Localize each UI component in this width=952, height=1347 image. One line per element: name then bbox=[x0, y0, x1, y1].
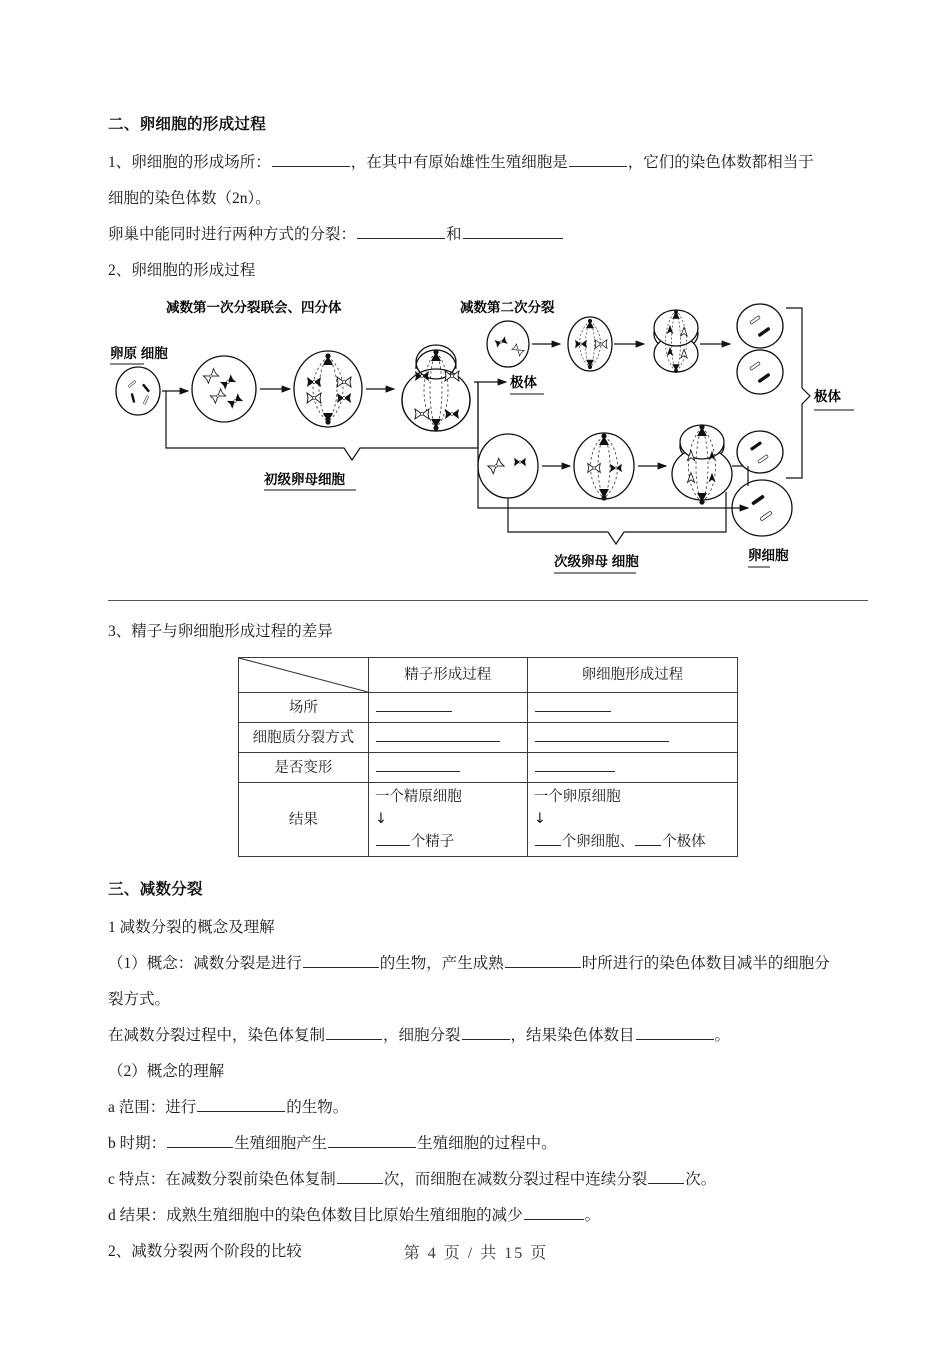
table-header-egg: 卵细胞形成过程 bbox=[527, 658, 737, 693]
text-run: 和 bbox=[446, 226, 462, 243]
page-content bbox=[108, 112, 868, 1273]
blank-field[interactable] bbox=[505, 952, 581, 968]
blank-field[interactable] bbox=[376, 830, 410, 846]
text-run: 。 bbox=[714, 1027, 731, 1044]
blank-field[interactable] bbox=[376, 726, 500, 742]
blank-field[interactable] bbox=[357, 223, 445, 239]
result-line-1: 一个精原细胞 bbox=[374, 789, 462, 805]
paragraph-process-title: 2、卵细胞的形成过程 bbox=[108, 262, 256, 279]
page-footer: 第 4 页 / 共 15 页 bbox=[403, 1245, 549, 1262]
text-run: a 范围：进行 bbox=[108, 1099, 197, 1116]
table-cell-site-sperm[interactable] bbox=[368, 693, 527, 723]
blank-field[interactable] bbox=[569, 151, 627, 167]
table-row-label-deform: 是否变形 bbox=[239, 753, 369, 783]
paragraph-table-title: 3、精子与卵细胞形成过程的差异 bbox=[108, 623, 333, 640]
figure-title-meiosis-1: 减数第一次分裂联会、四分体 bbox=[166, 300, 342, 315]
text-run: 。 bbox=[584, 1207, 601, 1224]
cell-metaphase-1 bbox=[294, 351, 362, 427]
blank-field[interactable] bbox=[535, 830, 561, 846]
cell-polar-body-result-2 bbox=[737, 350, 783, 394]
text-run: ，它们的染色体数都相当于 bbox=[627, 154, 814, 171]
table-cell-result-egg bbox=[527, 783, 737, 857]
blank-field[interactable] bbox=[326, 1024, 382, 1040]
text-run: 细胞的染色体数（2n）。 bbox=[108, 190, 271, 207]
comparison-table-wrapper bbox=[108, 657, 868, 857]
cell-secondary-oocyte bbox=[478, 434, 538, 498]
text-run: c 特点：在减数分裂前染色体复制 bbox=[108, 1171, 336, 1188]
result-line-3 bbox=[534, 830, 731, 853]
cell-secondary-anaphase bbox=[672, 424, 732, 504]
blank-field[interactable] bbox=[337, 1168, 383, 1184]
cell-polar-body-m2-b bbox=[568, 317, 612, 371]
table-header-sperm: 精子形成过程 bbox=[368, 658, 527, 693]
table-row bbox=[239, 723, 738, 753]
blank-field[interactable] bbox=[272, 151, 350, 167]
paragraph-chromosome-count bbox=[108, 184, 868, 214]
oogenesis-diagram bbox=[108, 296, 868, 596]
cell-polar-body-m2-a bbox=[487, 321, 529, 367]
paragraph-replication bbox=[108, 1021, 868, 1051]
blank-field[interactable] bbox=[303, 952, 379, 968]
oogenesis-svg bbox=[108, 296, 868, 596]
cell-polar-body-m2-c bbox=[654, 310, 698, 373]
blank-field[interactable] bbox=[197, 1096, 285, 1112]
figure-label-oogonium: 卵原 细胞 bbox=[110, 346, 168, 361]
text-run: ，结果染色体数目 bbox=[510, 1027, 635, 1044]
text-run: 时所进行的染色体数目减半的细胞分 bbox=[581, 955, 830, 972]
blank-field[interactable] bbox=[463, 223, 563, 239]
blank-field[interactable] bbox=[524, 1204, 584, 1220]
paragraph-two-divisions bbox=[108, 220, 868, 250]
blank-field[interactable] bbox=[535, 756, 615, 772]
figure-label-secondary-oocyte: 次级卵母 细胞 bbox=[554, 554, 639, 569]
cell-synapsis bbox=[192, 356, 256, 422]
result-line-3 bbox=[375, 830, 521, 853]
comparison-table bbox=[238, 657, 738, 857]
blank-field[interactable] bbox=[328, 1132, 416, 1148]
result-arrow: ↓ bbox=[533, 811, 546, 827]
blank-field[interactable] bbox=[462, 1024, 510, 1040]
section-heading-2: 二、卵细胞的形成过程 bbox=[108, 116, 267, 133]
table-row bbox=[239, 753, 738, 783]
table-cell-result-sperm bbox=[368, 783, 527, 857]
diagonal-divider-icon bbox=[239, 658, 368, 692]
paragraph-concept-1 bbox=[108, 949, 868, 979]
cell-unequal-division-1 bbox=[402, 345, 470, 431]
cell-secondary-metaphase bbox=[574, 433, 634, 501]
bracket-polar-bodies bbox=[786, 308, 810, 478]
table-corner-cell bbox=[239, 658, 369, 693]
table-row bbox=[239, 693, 738, 723]
section-heading-3: 三、减数分裂 bbox=[108, 881, 203, 898]
paragraph-understanding-title: （2）概念的理解 bbox=[108, 1063, 225, 1080]
table-row-result bbox=[239, 783, 738, 857]
cell-oogonium bbox=[116, 367, 160, 415]
text-run: ，细胞分裂 bbox=[383, 1027, 461, 1044]
cell-polar-body-result-3 bbox=[737, 431, 783, 473]
text-run: d 结果：成熟生殖细胞中的染色体数目比原始生殖细胞的减少 bbox=[108, 1207, 523, 1224]
text-run: 生殖细胞的过程中。 bbox=[417, 1135, 557, 1152]
text-run: 在减数分裂过程中，染色体复制 bbox=[108, 1027, 326, 1044]
blank-field[interactable] bbox=[376, 756, 460, 772]
text-run: 的生物。 bbox=[286, 1099, 349, 1116]
result-arrow: ↓ bbox=[374, 811, 387, 827]
paragraph-result bbox=[108, 1201, 868, 1231]
table-cell-deform-egg[interactable] bbox=[527, 753, 737, 783]
blank-field[interactable] bbox=[535, 726, 669, 742]
blank-field[interactable] bbox=[535, 696, 611, 712]
table-cell-cytoplasm-egg[interactable] bbox=[527, 723, 737, 753]
text-run: ，在其中有原始雄性生殖细胞是 bbox=[350, 154, 568, 171]
paragraph-stage-comparison: 2、减数分裂两个阶段的比较 bbox=[108, 1243, 302, 1260]
figure-label-primary-oocyte: 初级卵母细胞 bbox=[264, 472, 345, 487]
text-run: 卵巢中能同时进行两种方式的分裂： bbox=[108, 226, 357, 243]
text-run: 次。 bbox=[685, 1171, 717, 1188]
text-run: 个极体 bbox=[662, 834, 706, 850]
text-run: 的生物，产生成熟 bbox=[379, 955, 504, 972]
figure-label-egg-cell: 卵细胞 bbox=[748, 548, 789, 563]
table-row-label-cytoplasm: 细胞质分裂方式 bbox=[239, 723, 369, 753]
text-run: （1）概念：减数分裂是进行 bbox=[108, 955, 302, 972]
figure-title-meiosis-2: 减数第二次分裂 bbox=[460, 300, 555, 315]
figure-label-polar-body-right: 极体 bbox=[814, 389, 841, 404]
result-line-1: 一个卵原细胞 bbox=[533, 789, 621, 805]
cell-polar-body-result-1 bbox=[737, 304, 783, 348]
blank-field[interactable] bbox=[167, 1132, 233, 1148]
paragraph-concept-title: 1 减数分裂的概念及理解 bbox=[108, 919, 275, 936]
figure-label-polar-body-left: 极体 bbox=[510, 375, 537, 390]
table-row-label-result: 结果 bbox=[239, 783, 369, 857]
text-run: 个精子 bbox=[410, 834, 455, 850]
table-cell-cytoplasm-sperm[interactable] bbox=[368, 723, 527, 753]
text-run: b 时期： bbox=[108, 1135, 167, 1152]
paragraph-period bbox=[108, 1129, 868, 1159]
figure-bottom-rule bbox=[108, 600, 868, 601]
text-run: 个卵细胞、 bbox=[561, 834, 635, 850]
text-run: 1、卵细胞的形成场所： bbox=[108, 154, 271, 171]
paragraph-formation-site bbox=[108, 148, 868, 178]
bracket-secondary-oocyte bbox=[508, 492, 726, 544]
paragraph-concept-1-cont: 裂方式。 bbox=[108, 991, 171, 1008]
blank-field[interactable] bbox=[635, 830, 661, 846]
table-cell-deform-sperm[interactable] bbox=[368, 753, 527, 783]
table-header-row bbox=[239, 658, 738, 693]
blank-field[interactable] bbox=[636, 1024, 714, 1040]
table-row-label-site: 场所 bbox=[239, 693, 369, 723]
text-run: 次，而细胞在减数分裂过程中连续分裂 bbox=[383, 1171, 648, 1188]
blank-field[interactable] bbox=[648, 1168, 684, 1184]
table-cell-site-egg[interactable] bbox=[527, 693, 737, 723]
paragraph-features bbox=[108, 1165, 868, 1195]
text-run: 生殖细胞产生 bbox=[234, 1135, 328, 1152]
blank-field[interactable] bbox=[376, 696, 452, 712]
paragraph-scope bbox=[108, 1093, 868, 1123]
